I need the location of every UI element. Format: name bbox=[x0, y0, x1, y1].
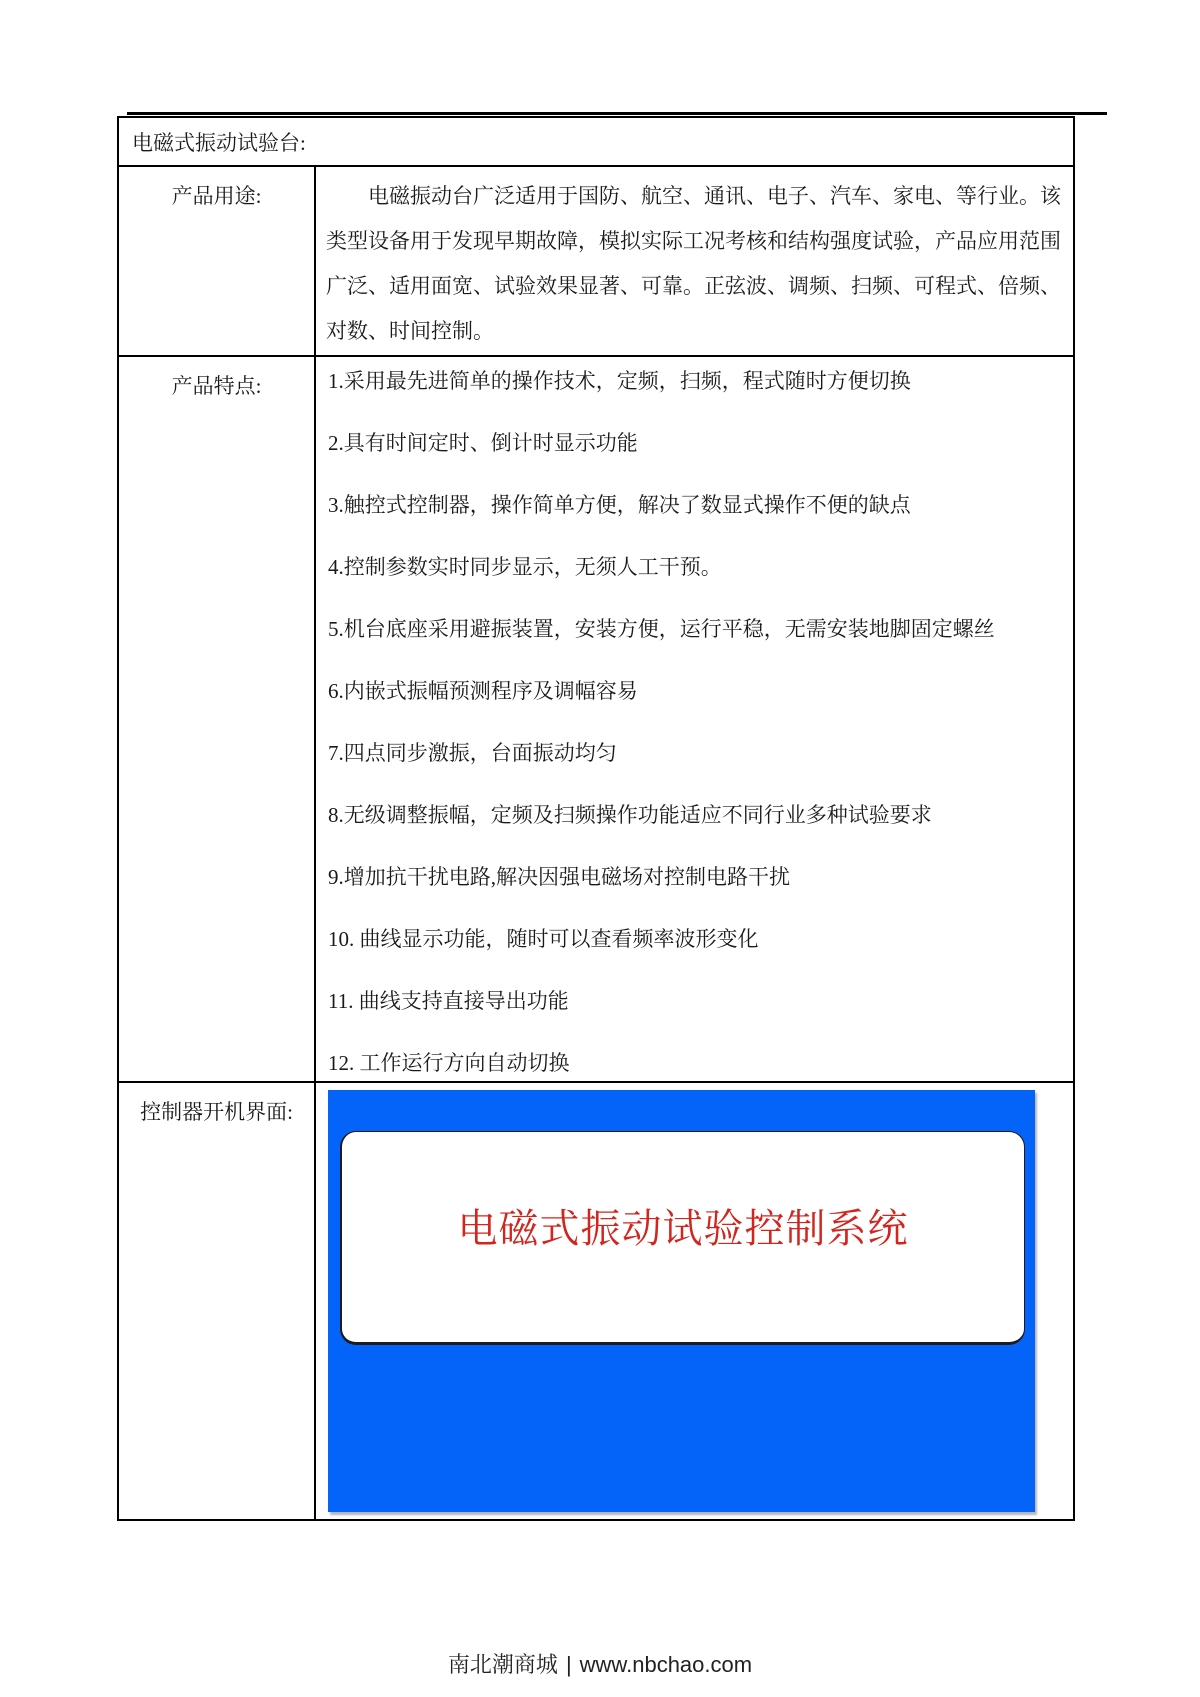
boot-splash-title: 电磁式振动试验控制系统 bbox=[457, 1205, 909, 1251]
feature-item: 3.触控式控制器，操作简单方便，解决了数显式操作不便的缺点 bbox=[328, 493, 911, 517]
usage-text: 电磁振动台广泛适用于国防、航空、通讯、电子、汽车、家电、等行业。该类型设备用于发现早期故障，模拟实际工况考核和结构强度试验，产品应用范围广泛、适用面宽、试验效果显著、可靠。正弦波、调频、扫频、可程式、倍频、对数、时间控制。 bbox=[326, 184, 1061, 343]
product-spec-table bbox=[117, 116, 1075, 1521]
footer-separator: | bbox=[565, 1652, 572, 1677]
feature-item: 6.内嵌式振幅预测程序及调幅容易 bbox=[328, 679, 638, 703]
features-row bbox=[119, 357, 1073, 1083]
feature-item: 4.控制参数实时同步显示，无须人工干预。 bbox=[328, 555, 722, 579]
boot-screen-cell bbox=[316, 1083, 1073, 1519]
table-title: 电磁式振动试验台: bbox=[132, 130, 306, 155]
usage-label: 产品用途: bbox=[119, 167, 316, 355]
feature-item: 10. 曲线显示功能，随时可以查看频率波形变化 bbox=[328, 927, 759, 951]
feature-item: 5.机台底座采用避振装置，安装方便，运行平稳，无需安装地脚固定螺丝 bbox=[328, 617, 995, 641]
heading-rule bbox=[127, 112, 1107, 115]
feature-item: 11. 曲线支持直接导出功能 bbox=[328, 989, 569, 1013]
footer-url: www.nbchao.com bbox=[579, 1652, 753, 1677]
table-title-row bbox=[119, 118, 1073, 167]
feature-item: 12. 工作运行方向自动切换 bbox=[328, 1051, 570, 1075]
page-footer bbox=[0, 1648, 1200, 1679]
feature-item: 2.具有时间定时、倒计时显示功能 bbox=[328, 431, 638, 455]
features-label: 产品特点: bbox=[119, 357, 316, 1081]
boot-splash-window bbox=[340, 1131, 1025, 1345]
feature-item: 9.增加抗干扰电路,解决因强电磁场对控制电路干扰 bbox=[328, 865, 790, 889]
footer-site-name: 南北潮商城 bbox=[447, 1652, 558, 1677]
controller-boot-screenshot bbox=[328, 1090, 1035, 1512]
feature-item: 7.四点同步激振，台面振动均匀 bbox=[328, 741, 617, 765]
feature-item: 8.无级调整振幅，定频及扫频操作功能适应不同行业多种试验要求 bbox=[328, 803, 932, 827]
boot-screen-row bbox=[119, 1083, 1073, 1519]
boot-screen-label: 控制器开机界面: bbox=[119, 1083, 316, 1519]
feature-item: 1.采用最先进简单的操作技术，定频，扫频，程式随时方便切换 bbox=[328, 369, 911, 393]
features-list bbox=[316, 357, 1073, 1081]
usage-row bbox=[119, 167, 1073, 357]
